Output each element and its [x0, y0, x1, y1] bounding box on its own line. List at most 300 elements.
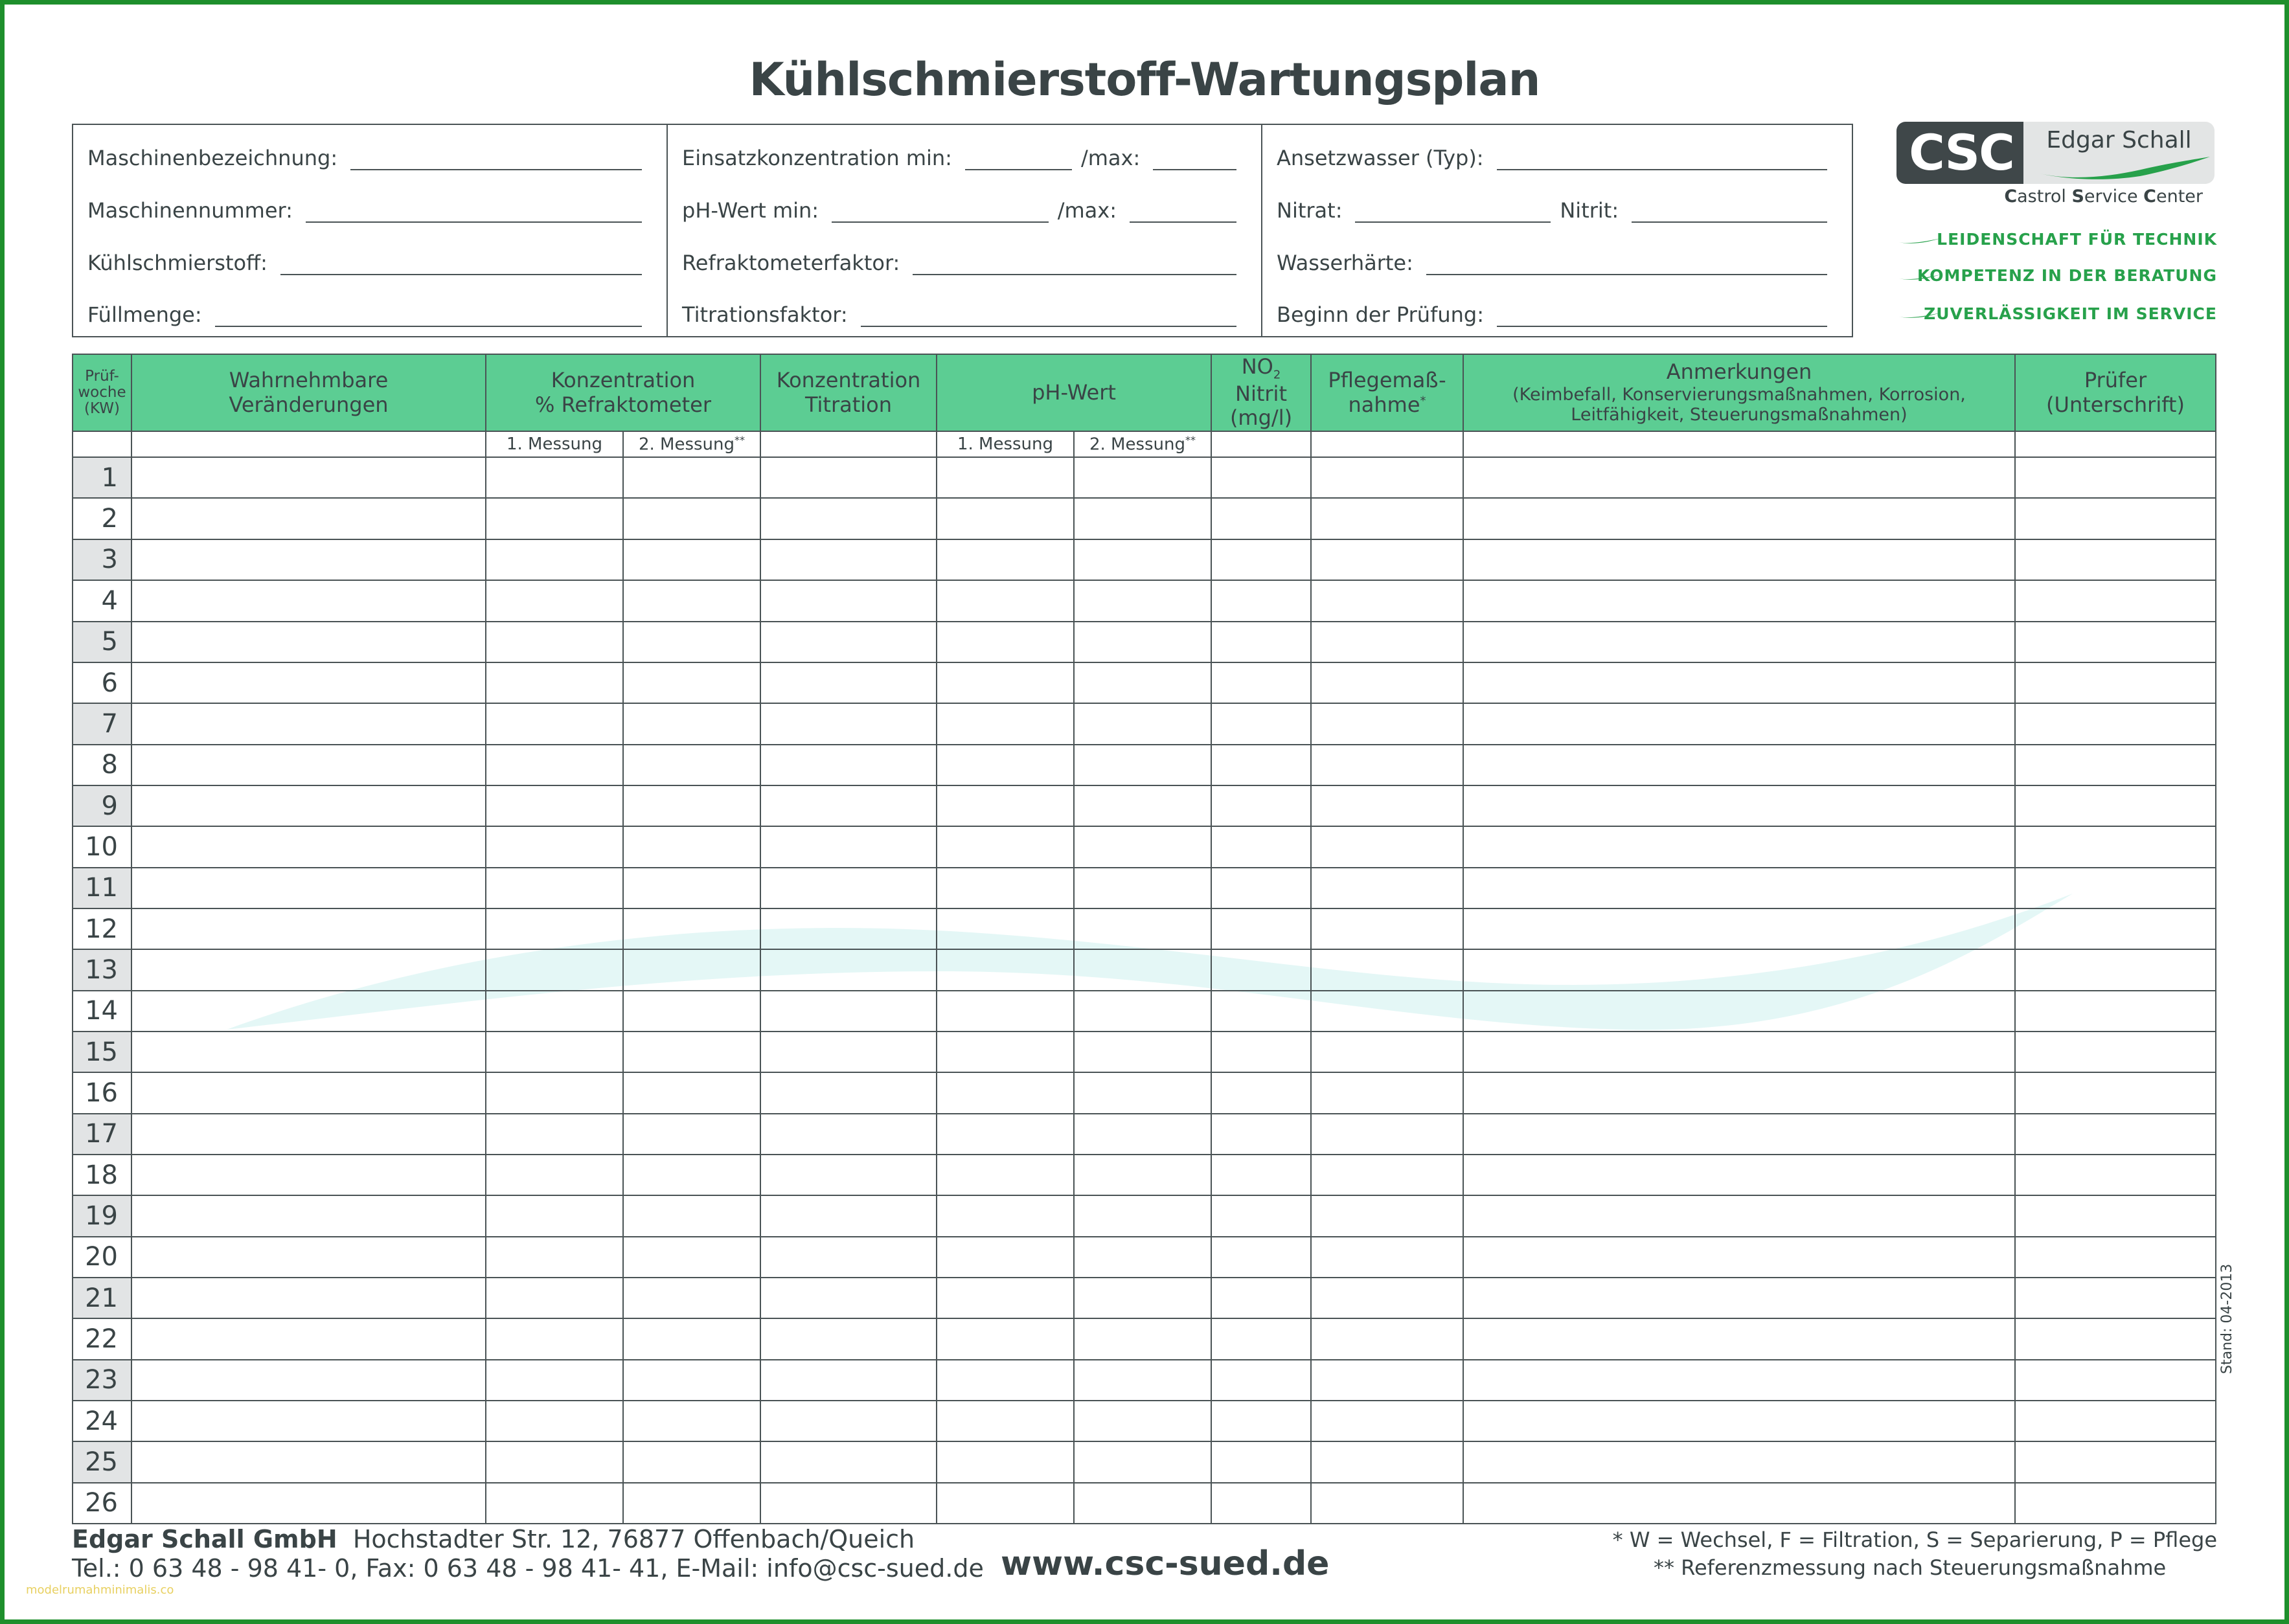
entry-cell-care[interactable]	[1311, 1441, 1463, 1482]
entry-cell-changes[interactable]	[131, 1360, 486, 1401]
entry-cell-changes[interactable]	[131, 1441, 486, 1482]
nitrate-line[interactable]	[1355, 198, 1551, 223]
entry-cell-titration[interactable]	[760, 1483, 937, 1524]
entry-cell-inspector[interactable]	[2015, 1441, 2216, 1482]
week-number-cell: 6	[73, 662, 131, 703]
entry-cell-refr-1[interactable]	[486, 622, 623, 662]
entry-cell-changes[interactable]	[131, 949, 486, 990]
entry-cell-care[interactable]	[1311, 539, 1463, 580]
entry-cell-ph-2[interactable]	[1074, 622, 1211, 662]
entry-cell-changes[interactable]	[131, 539, 486, 580]
entry-cell-changes[interactable]	[131, 785, 486, 826]
entry-cell-inspector[interactable]	[2015, 1401, 2216, 1441]
entry-cell-changes[interactable]	[131, 580, 486, 621]
entry-cell-titration[interactable]	[760, 1114, 937, 1155]
entry-cell-remarks[interactable]	[1463, 991, 2015, 1032]
entry-cell-remarks[interactable]	[1463, 1237, 2015, 1278]
entry-cell-titration[interactable]	[760, 622, 937, 662]
entry-cell-ph-1[interactable]	[937, 622, 1074, 662]
entry-cell-changes[interactable]	[131, 1114, 486, 1155]
entry-cell-refr-1[interactable]	[486, 1318, 623, 1359]
entry-cell-refr-1[interactable]	[486, 1032, 623, 1072]
entry-cell-inspector[interactable]	[2015, 991, 2216, 1032]
entry-cell-remarks[interactable]	[1463, 1072, 2015, 1113]
entry-cell-inspector[interactable]	[2015, 1360, 2216, 1401]
entry-cell-ph-1[interactable]	[937, 1072, 1074, 1113]
entry-cell-care[interactable]	[1311, 868, 1463, 908]
entry-cell-changes[interactable]	[131, 1032, 486, 1072]
entry-cell-care[interactable]	[1311, 1318, 1463, 1359]
entry-cell-nitrite[interactable]	[1211, 991, 1311, 1032]
entry-cell-refr-2[interactable]	[623, 539, 760, 580]
entry-cell-ph-1[interactable]	[937, 908, 1074, 949]
entry-cell-changes[interactable]	[131, 1237, 486, 1278]
ph-min-line[interactable]	[832, 198, 1049, 223]
entry-cell-inspector[interactable]	[2015, 1032, 2216, 1072]
entry-cell-refr-2[interactable]	[623, 785, 760, 826]
entry-cell-inspector[interactable]	[2015, 1483, 2216, 1524]
entry-cell-ph-2[interactable]	[1074, 662, 1211, 703]
entry-cell-refr-2[interactable]	[623, 868, 760, 908]
entry-cell-ph-1[interactable]	[937, 1360, 1074, 1401]
entry-cell-ph-1[interactable]	[937, 662, 1074, 703]
entry-cell-nitrite[interactable]	[1211, 622, 1311, 662]
concentration-min-line[interactable]	[965, 146, 1072, 170]
entry-cell-nitrite[interactable]	[1211, 1483, 1311, 1524]
entry-cell-refr-1[interactable]	[486, 580, 623, 621]
entry-cell-titration[interactable]	[760, 745, 937, 785]
entry-cell-nitrite[interactable]	[1211, 908, 1311, 949]
entry-cell-remarks[interactable]	[1463, 1195, 2015, 1236]
table-row	[73, 1483, 2216, 1524]
entry-cell-inspector[interactable]	[2015, 1072, 2216, 1113]
entry-cell-ph-2[interactable]	[1074, 1072, 1211, 1113]
entry-cell-nitrite[interactable]	[1211, 1441, 1311, 1482]
entry-cell-refr-1[interactable]	[486, 1441, 623, 1482]
entry-cell-refr-2[interactable]	[623, 826, 760, 867]
entry-cell-refr-2[interactable]	[623, 498, 760, 539]
entry-cell-refr-1[interactable]	[486, 498, 623, 539]
entry-cell-inspector[interactable]	[2015, 1155, 2216, 1195]
entry-cell-ph-1[interactable]	[937, 1441, 1074, 1482]
entry-cell-changes[interactable]	[131, 1318, 486, 1359]
entry-cell-changes[interactable]	[131, 622, 486, 662]
ph-max-line[interactable]	[1130, 198, 1236, 223]
entry-cell-care[interactable]	[1311, 1483, 1463, 1524]
entry-cell-nitrite[interactable]	[1211, 1278, 1311, 1318]
entry-cell-remarks[interactable]	[1463, 539, 2015, 580]
entry-cell-changes[interactable]	[131, 457, 486, 498]
entry-cell-refr-2[interactable]	[623, 1278, 760, 1318]
table-row	[73, 785, 2216, 826]
entry-cell-refr-2[interactable]	[623, 1483, 760, 1524]
entry-cell-titration[interactable]	[760, 991, 937, 1032]
mixing-water-field[interactable]: Ansetzwasser (Typ):	[1277, 138, 1827, 170]
entry-cell-care[interactable]	[1311, 785, 1463, 826]
entry-cell-care[interactable]	[1311, 826, 1463, 867]
entry-cell-refr-1[interactable]	[486, 1195, 623, 1236]
entry-cell-care[interactable]	[1311, 949, 1463, 990]
week-number-cell: 26	[73, 1483, 131, 1524]
entry-cell-refr-1[interactable]	[486, 457, 623, 498]
entry-cell-nitrite[interactable]	[1211, 703, 1311, 744]
entry-cell-refr-1[interactable]	[486, 1072, 623, 1113]
machine-designation-field[interactable]: Maschinenbezeichnung:	[87, 138, 642, 170]
entry-cell-titration[interactable]	[760, 457, 937, 498]
entry-cell-inspector[interactable]	[2015, 826, 2216, 867]
entry-cell-inspector[interactable]	[2015, 539, 2216, 580]
entry-cell-refr-2[interactable]	[623, 703, 760, 744]
entry-cell-ph-2[interactable]	[1074, 1032, 1211, 1072]
entry-cell-refr-1[interactable]	[486, 991, 623, 1032]
entry-cell-inspector[interactable]	[2015, 908, 2216, 949]
entry-cell-refr-1[interactable]	[486, 949, 623, 990]
entry-cell-refr-2[interactable]	[623, 1318, 760, 1359]
entry-cell-ph-2[interactable]	[1074, 991, 1211, 1032]
entry-cell-inspector[interactable]	[2015, 703, 2216, 744]
entry-cell-titration[interactable]	[760, 868, 937, 908]
entry-cell-inspector[interactable]	[2015, 1318, 2216, 1359]
entry-cell-refr-1[interactable]	[486, 868, 623, 908]
entry-cell-remarks[interactable]	[1463, 1032, 2015, 1072]
refractometer-factor-field[interactable]: Refraktometerfaktor:	[682, 243, 1236, 275]
info-column-parameters	[668, 125, 1262, 336]
entry-cell-remarks[interactable]	[1463, 745, 2015, 785]
entry-cell-ph-2[interactable]	[1074, 580, 1211, 621]
entry-cell-refr-2[interactable]	[623, 1032, 760, 1072]
entry-cell-care[interactable]	[1311, 1278, 1463, 1318]
entry-cell-inspector[interactable]	[2015, 785, 2216, 826]
entry-cell-ph-2[interactable]	[1074, 1401, 1211, 1441]
entry-cell-ph-1[interactable]	[937, 1114, 1074, 1155]
entry-cell-remarks[interactable]	[1463, 785, 2015, 826]
entry-cell-remarks[interactable]	[1463, 908, 2015, 949]
entry-cell-refr-2[interactable]	[623, 1360, 760, 1401]
entry-cell-refr-2[interactable]	[623, 1155, 760, 1195]
entry-cell-refr-1[interactable]	[486, 785, 623, 826]
entry-cell-inspector[interactable]	[2015, 498, 2216, 539]
info-column-water	[1262, 125, 1852, 336]
entry-cell-titration[interactable]	[760, 703, 937, 744]
footnote-reference: ** Referenzmessung nach Steuerungsmaßnahme	[1654, 1555, 2167, 1580]
entry-cell-ph-2[interactable]	[1074, 1195, 1211, 1236]
entry-cell-ph-2[interactable]	[1074, 1318, 1211, 1359]
entry-cell-ph-2[interactable]	[1074, 1278, 1211, 1318]
entry-cell-nitrite[interactable]	[1211, 580, 1311, 621]
entry-cell-refr-1[interactable]	[486, 703, 623, 744]
entry-cell-changes[interactable]	[131, 991, 486, 1032]
entry-cell-changes[interactable]	[131, 745, 486, 785]
entry-cell-care[interactable]	[1311, 908, 1463, 949]
entry-cell-care[interactable]	[1311, 1195, 1463, 1236]
entry-cell-changes[interactable]	[131, 703, 486, 744]
entry-cell-care[interactable]	[1311, 1114, 1463, 1155]
entry-cell-ph-2[interactable]	[1074, 1155, 1211, 1195]
entry-cell-remarks[interactable]	[1463, 949, 2015, 990]
entry-cell-inspector[interactable]	[2015, 868, 2216, 908]
entry-cell-ph-1[interactable]	[937, 1483, 1074, 1524]
nitrite-line[interactable]	[1632, 198, 1827, 223]
table-row	[73, 539, 2216, 580]
entry-cell-ph-1[interactable]	[937, 785, 1074, 826]
entry-cell-refr-2[interactable]	[623, 949, 760, 990]
entry-cell-refr-2[interactable]	[623, 662, 760, 703]
entry-cell-refr-1[interactable]	[486, 826, 623, 867]
entry-cell-ph-1[interactable]	[937, 991, 1074, 1032]
entry-cell-care[interactable]	[1311, 991, 1463, 1032]
entry-cell-refr-1[interactable]	[486, 1114, 623, 1155]
entry-cell-care[interactable]	[1311, 1237, 1463, 1278]
entry-cell-refr-2[interactable]	[623, 1114, 760, 1155]
entry-cell-changes[interactable]	[131, 1072, 486, 1113]
entry-cell-titration[interactable]	[760, 498, 937, 539]
entry-cell-ph-2[interactable]	[1074, 745, 1211, 785]
test-start-field[interactable]: Beginn der Prüfung:	[1277, 295, 1827, 327]
nitrate-nitrite-field[interactable]: Nitrat: Nitrit:	[1277, 190, 1827, 223]
entry-cell-refr-2[interactable]	[623, 457, 760, 498]
entry-cell-nitrite[interactable]	[1211, 868, 1311, 908]
entry-cell-refr-1[interactable]	[486, 1237, 623, 1278]
entry-cell-refr-2[interactable]	[623, 1401, 760, 1441]
entry-cell-changes[interactable]	[131, 662, 486, 703]
week-number-cell: 19	[73, 1195, 131, 1236]
entry-cell-ph-2[interactable]	[1074, 498, 1211, 539]
entry-cell-ph-2[interactable]	[1074, 1360, 1211, 1401]
entry-cell-ph-1[interactable]	[937, 498, 1074, 539]
entry-cell-ph-2[interactable]	[1074, 703, 1211, 744]
entry-cell-nitrite[interactable]	[1211, 785, 1311, 826]
entry-cell-titration[interactable]	[760, 539, 937, 580]
entry-cell-nitrite[interactable]	[1211, 1155, 1311, 1195]
entry-cell-remarks[interactable]	[1463, 868, 2015, 908]
entry-cell-refr-2[interactable]	[623, 1195, 760, 1236]
entry-cell-inspector[interactable]	[2015, 457, 2216, 498]
entry-cell-ph-1[interactable]	[937, 580, 1074, 621]
entry-cell-refr-2[interactable]	[623, 1072, 760, 1113]
entry-cell-nitrite[interactable]	[1211, 1195, 1311, 1236]
entry-cell-refr-1[interactable]	[486, 539, 623, 580]
ph-range-field[interactable]: pH-Wert min: /max:	[682, 190, 1236, 223]
entry-cell-remarks[interactable]	[1463, 826, 2015, 867]
entry-cell-titration[interactable]	[760, 785, 937, 826]
entry-cell-nitrite[interactable]	[1211, 1237, 1311, 1278]
entry-cell-titration[interactable]	[760, 1072, 937, 1113]
entry-cell-remarks[interactable]	[1463, 457, 2015, 498]
entry-cell-nitrite[interactable]	[1211, 457, 1311, 498]
entry-cell-remarks[interactable]	[1463, 1155, 2015, 1195]
entry-cell-refr-2[interactable]	[623, 991, 760, 1032]
entry-cell-remarks[interactable]	[1463, 662, 2015, 703]
entry-cell-refr-1[interactable]	[486, 1278, 623, 1318]
entry-cell-inspector[interactable]	[2015, 1278, 2216, 1318]
entry-cell-ph-1[interactable]	[937, 949, 1074, 990]
entry-cell-nitrite[interactable]	[1211, 1360, 1311, 1401]
entry-cell-ph-2[interactable]	[1074, 868, 1211, 908]
entry-cell-remarks[interactable]	[1463, 580, 2015, 621]
week-number-cell: 2	[73, 498, 131, 539]
entry-cell-titration[interactable]	[760, 1237, 937, 1278]
entry-cell-refr-2[interactable]	[623, 580, 760, 621]
entry-cell-nitrite[interactable]	[1211, 1032, 1311, 1072]
concentration-max-line[interactable]	[1153, 146, 1236, 170]
entry-cell-titration[interactable]	[760, 1155, 937, 1195]
entry-cell-remarks[interactable]	[1463, 1483, 2015, 1524]
entry-cell-ph-1[interactable]	[937, 1155, 1074, 1195]
entry-cell-care[interactable]	[1311, 1032, 1463, 1072]
entry-cell-refr-1[interactable]	[486, 662, 623, 703]
entry-cell-refr-2[interactable]	[623, 908, 760, 949]
entry-cell-ph-1[interactable]	[937, 745, 1074, 785]
entry-cell-changes[interactable]	[131, 498, 486, 539]
entry-cell-changes[interactable]	[131, 908, 486, 949]
entry-cell-ph-2[interactable]	[1074, 908, 1211, 949]
entry-cell-titration[interactable]	[760, 1032, 937, 1072]
entry-cell-refr-1[interactable]	[486, 908, 623, 949]
entry-cell-inspector[interactable]	[2015, 1195, 2216, 1236]
entry-cell-titration[interactable]	[760, 908, 937, 949]
entry-cell-nitrite[interactable]	[1211, 1114, 1311, 1155]
entry-cell-nitrite[interactable]	[1211, 1401, 1311, 1441]
entry-cell-refr-1[interactable]	[486, 1483, 623, 1524]
entry-cell-refr-1[interactable]	[486, 745, 623, 785]
entry-cell-nitrite[interactable]	[1211, 498, 1311, 539]
header-care-measure: Pflegemaß- nahme*	[1311, 354, 1463, 431]
entry-cell-ph-2[interactable]	[1074, 1237, 1211, 1278]
entry-cell-titration[interactable]	[760, 580, 937, 621]
entry-cell-inspector[interactable]	[2015, 662, 2216, 703]
entry-cell-refr-1[interactable]	[486, 1401, 623, 1441]
entry-cell-inspector[interactable]	[2015, 949, 2216, 990]
entry-cell-ph-1[interactable]	[937, 457, 1074, 498]
entry-cell-care[interactable]	[1311, 457, 1463, 498]
entry-cell-titration[interactable]	[760, 1441, 937, 1482]
entry-cell-ph-1[interactable]	[937, 826, 1074, 867]
entry-cell-remarks[interactable]	[1463, 1318, 2015, 1359]
entry-cell-care[interactable]	[1311, 1072, 1463, 1113]
entry-cell-care[interactable]	[1311, 498, 1463, 539]
entry-cell-nitrite[interactable]	[1211, 745, 1311, 785]
entry-cell-ph-2[interactable]	[1074, 457, 1211, 498]
entry-cell-titration[interactable]	[760, 1401, 937, 1441]
entry-cell-remarks[interactable]	[1463, 703, 2015, 744]
entry-cell-refr-2[interactable]	[623, 1237, 760, 1278]
entry-cell-care[interactable]	[1311, 1401, 1463, 1441]
machine-number-field[interactable]: Maschinennummer:	[87, 190, 642, 223]
coolant-field[interactable]: Kühlschmierstoff:	[87, 243, 642, 275]
entry-cell-inspector[interactable]	[2015, 580, 2216, 621]
entry-cell-titration[interactable]	[760, 1360, 937, 1401]
entry-cell-ph-1[interactable]	[937, 703, 1074, 744]
entry-cell-remarks[interactable]	[1463, 498, 2015, 539]
entry-cell-refr-2[interactable]	[623, 622, 760, 662]
entry-cell-titration[interactable]	[760, 826, 937, 867]
entry-cell-ph-2[interactable]	[1074, 826, 1211, 867]
table-row	[73, 1318, 2216, 1359]
entry-cell-nitrite[interactable]	[1211, 1318, 1311, 1359]
fill-quantity-field[interactable]: Füllmenge:	[87, 295, 642, 327]
entry-cell-changes[interactable]	[131, 1483, 486, 1524]
entry-cell-care[interactable]	[1311, 1155, 1463, 1195]
table-row	[73, 868, 2216, 908]
entry-cell-changes[interactable]	[131, 826, 486, 867]
entry-cell-care[interactable]	[1311, 622, 1463, 662]
concentration-range-field[interactable]: Einsatzkonzentration min: /max:	[682, 138, 1236, 170]
entry-cell-ph-1[interactable]	[937, 1318, 1074, 1359]
entry-cell-ph-2[interactable]	[1074, 949, 1211, 990]
week-number-cell: 10	[73, 826, 131, 867]
entry-cell-ph-2[interactable]	[1074, 1114, 1211, 1155]
entry-cell-changes[interactable]	[131, 1401, 486, 1441]
titration-factor-field[interactable]: Titrationsfaktor:	[682, 295, 1236, 327]
entry-cell-ph-1[interactable]	[937, 1195, 1074, 1236]
entry-cell-changes[interactable]	[131, 1278, 486, 1318]
entry-cell-ph-1[interactable]	[937, 1237, 1074, 1278]
entry-cell-titration[interactable]	[760, 1195, 937, 1236]
entry-cell-ph-1[interactable]	[937, 1032, 1074, 1072]
table-row	[73, 580, 2216, 621]
entry-cell-ph-1[interactable]	[937, 868, 1074, 908]
entry-cell-nitrite[interactable]	[1211, 826, 1311, 867]
entry-cell-ph-1[interactable]	[937, 1278, 1074, 1318]
entry-cell-titration[interactable]	[760, 949, 937, 990]
entry-cell-remarks[interactable]	[1463, 1114, 2015, 1155]
entry-cell-remarks[interactable]	[1463, 1278, 2015, 1318]
entry-cell-care[interactable]	[1311, 662, 1463, 703]
week-number-cell: 1	[73, 457, 131, 498]
entry-cell-care[interactable]	[1311, 1360, 1463, 1401]
table-row	[73, 1072, 2216, 1113]
entry-cell-changes[interactable]	[131, 868, 486, 908]
entry-cell-nitrite[interactable]	[1211, 662, 1311, 703]
entry-cell-refr-1[interactable]	[486, 1155, 623, 1195]
entry-cell-refr-2[interactable]	[623, 1441, 760, 1482]
entry-cell-remarks[interactable]	[1463, 1401, 2015, 1441]
entry-cell-ph-1[interactable]	[937, 1401, 1074, 1441]
entry-cell-inspector[interactable]	[2015, 745, 2216, 785]
entry-cell-remarks[interactable]	[1463, 1360, 2015, 1401]
entry-cell-remarks[interactable]	[1463, 622, 2015, 662]
entry-cell-inspector[interactable]	[2015, 1237, 2216, 1278]
entry-cell-remarks[interactable]	[1463, 1441, 2015, 1482]
entry-cell-ph-2[interactable]	[1074, 539, 1211, 580]
water-hardness-field[interactable]: Wasserhärte:	[1277, 243, 1827, 275]
entry-cell-refr-2[interactable]	[623, 745, 760, 785]
table-row	[73, 1155, 2216, 1195]
entry-cell-ph-2[interactable]	[1074, 1441, 1211, 1482]
entry-cell-ph-2[interactable]	[1074, 1483, 1211, 1524]
entry-cell-titration[interactable]	[760, 1318, 937, 1359]
entry-cell-changes[interactable]	[131, 1195, 486, 1236]
table-row	[73, 745, 2216, 785]
entry-cell-nitrite[interactable]	[1211, 949, 1311, 990]
entry-cell-ph-2[interactable]	[1074, 785, 1211, 826]
entry-cell-inspector[interactable]	[2015, 1114, 2216, 1155]
entry-cell-changes[interactable]	[131, 1155, 486, 1195]
entry-cell-titration[interactable]	[760, 662, 937, 703]
watermark-text: modelrumahminimalis.co	[26, 1583, 174, 1597]
entry-cell-ph-1[interactable]	[937, 539, 1074, 580]
entry-cell-care[interactable]	[1311, 580, 1463, 621]
footer-website-link[interactable]: www.csc-sued.de	[1001, 1544, 1330, 1583]
entry-cell-nitrite[interactable]	[1211, 539, 1311, 580]
entry-cell-care[interactable]	[1311, 703, 1463, 744]
entry-cell-refr-1[interactable]	[486, 1360, 623, 1401]
entry-cell-care[interactable]	[1311, 745, 1463, 785]
week-number-cell: 14	[73, 991, 131, 1032]
entry-cell-nitrite[interactable]	[1211, 1072, 1311, 1113]
entry-cell-inspector[interactable]	[2015, 622, 2216, 662]
entry-cell-titration[interactable]	[760, 1278, 937, 1318]
